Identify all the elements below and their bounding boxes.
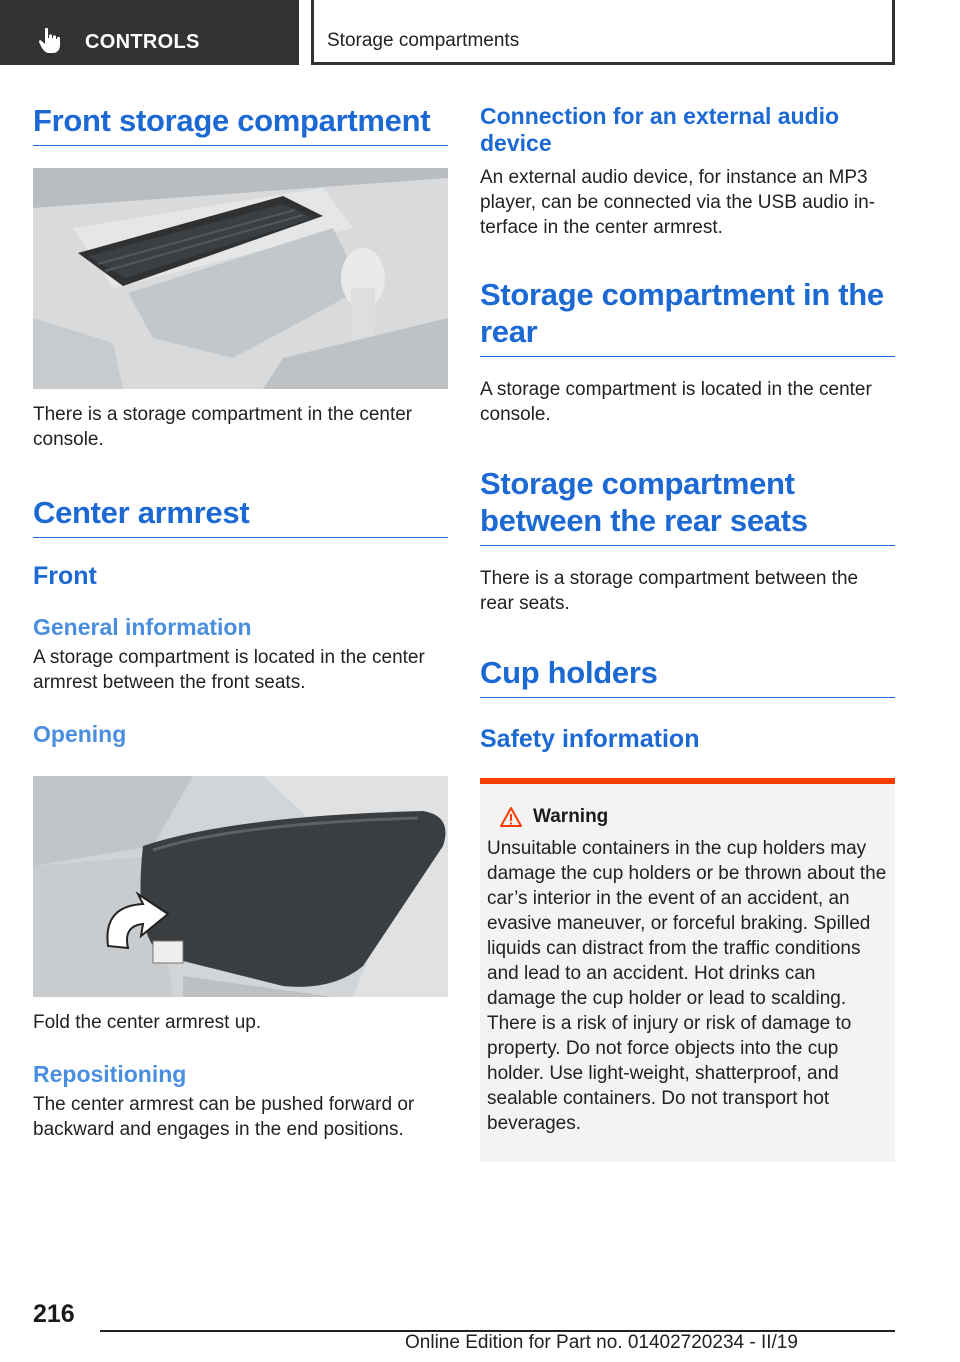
chapter-title: Storage compartments xyxy=(327,30,520,51)
between-seats-text: There is a storage compartment between the rear seats. xyxy=(480,568,859,614)
between-seats-heading: Storage compartment between the rear seats xyxy=(480,465,895,546)
front-storage-text: There is a storage compartment in the center console. xyxy=(33,404,413,450)
warning-text: Unsuitable containers in the cup holders may damage the cup holders or be thrown about the car’s interior in the event of an accident, an evasive maneuver, or forceful braking. Spilled liquids can distract from the traffic conditions and lead to an accident. Hot drinks can damage the cup holder or lead to scalding. There is a risk of injury or risk of damage to property. Do not force objects into the cup holder. Use light-weight, shatterproof, and sealable containers. Do not transport hot beverages. xyxy=(487,838,887,1134)
warning-title-row xyxy=(499,806,887,828)
section-title: CONTROLS xyxy=(85,31,200,53)
footer-edition: Online Edition for Part no. 01402720234 - II/19 xyxy=(405,1332,798,1353)
warning-title: Warning xyxy=(533,806,609,827)
fold-text: Fold the center armrest up. xyxy=(33,1012,262,1033)
section-tab xyxy=(0,0,299,65)
general-info-heading: General information xyxy=(33,614,252,640)
audio-text: An external audio device, for instance an MP3 player, can be connected via the USB audio in-terface in the center armrest. xyxy=(480,167,876,238)
hand-pointer-icon xyxy=(36,26,66,56)
cup-holders-heading: Cup holders xyxy=(480,654,895,698)
opening-heading: Opening xyxy=(33,721,127,747)
rear-storage-heading: Storage compartment in the rear xyxy=(480,276,895,357)
chapter-box xyxy=(311,0,895,65)
general-info-text: A storage compartment is located in the center armrest between the front seats. xyxy=(33,647,425,693)
left-column xyxy=(33,100,448,1142)
warning-box xyxy=(480,778,895,1162)
repositioning-text: The center armrest can be pushed forward or backward and engages in the end positions. xyxy=(33,1094,415,1140)
rear-storage-text: A storage compartment is located in the center console. xyxy=(480,379,872,425)
safety-info-heading: Safety information xyxy=(480,725,700,753)
right-column xyxy=(480,100,895,1162)
front-heading: Front xyxy=(33,562,97,590)
audio-heading: Connection for an external audio device xyxy=(480,103,840,156)
center-armrest-heading: Center armrest xyxy=(33,494,448,538)
armrest-photo xyxy=(33,776,448,997)
center-console-photo xyxy=(33,168,448,389)
warning-triangle-icon xyxy=(499,806,523,828)
page-number: 216 xyxy=(33,1300,75,1328)
front-storage-heading: Front storage compartment xyxy=(33,102,448,146)
repositioning-heading: Repositioning xyxy=(33,1061,187,1087)
